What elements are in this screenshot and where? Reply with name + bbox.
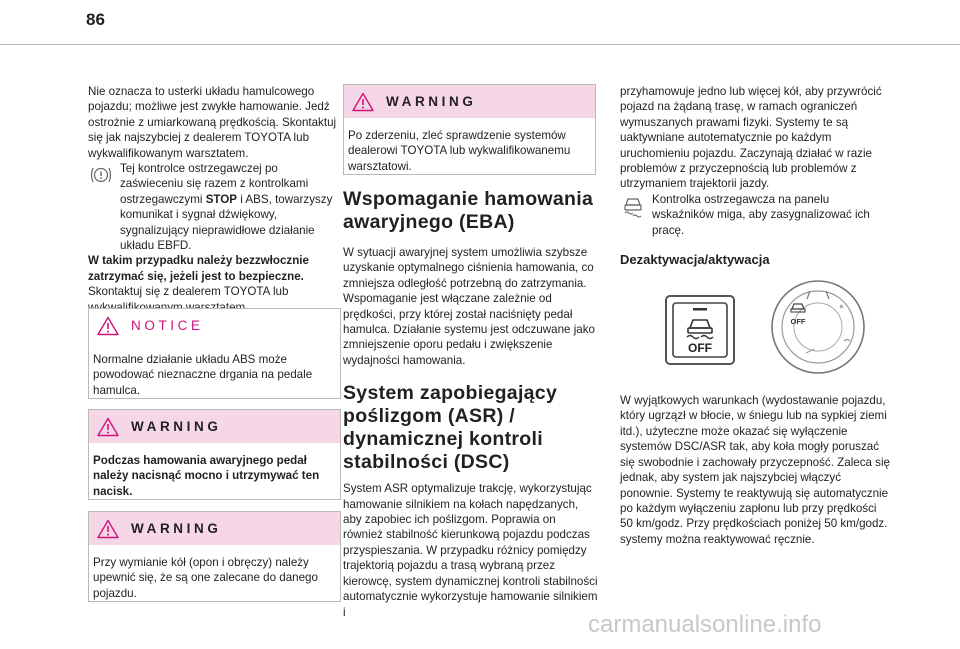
- column-1: [88, 84, 343, 315]
- controls-illustration: [620, 277, 890, 387]
- header-divider: [0, 44, 960, 45]
- page-number: 86: [86, 10, 105, 29]
- warning-triangle-icon: [97, 316, 119, 336]
- warning-label: WARNING: [386, 94, 477, 109]
- paragraph: System ASR optymalizuje trakcję, wykorzystując hamowanie silnikiem na kołach napędzanych, aby zapobiec ich poślizgom. Poprawia on również stabilność kierunkową pojazdu podczas przyspieszania. W przypadku różnicy pomiędzy trajektorią pojazdu a trasą wybraną przez kierowcę, system dynamicznej kontroli stabilności automatycznie wykorzystuje hamowanie silnikiem i: [343, 482, 598, 619]
- warning-header: [344, 85, 595, 118]
- paragraph: Kontrolka ostrzegawcza na panelu wskaźników miga, aby zasygnalizować ich pracę.: [652, 192, 870, 237]
- notice-box: [88, 308, 341, 399]
- paragraph-bold: W takim przypadku należy bezzwłocznie zatrzymać się, jeżeli jest to bezpieczne.: [88, 254, 309, 283]
- dial-off-label: OFF: [790, 317, 806, 327]
- warning-header: [89, 512, 340, 545]
- column-3: [620, 84, 890, 547]
- warning-lamp-paragraph: [88, 161, 343, 253]
- column-2: [343, 188, 598, 620]
- warning-label: WARNING: [131, 521, 222, 536]
- paragraph: Tej kontrolce ostrzegawczej po zaświeceniu się razem z kontrolkami ostrzegawczymi STOP i ABS, towarzyszy komunikat i sygnał dźwiękowy, sygnalizujący nieprawidłowe działanie układu EBFD.: [120, 162, 333, 253]
- section-heading-asr-dsc: System zapobiegający poślizgom (ASR) / dynamicznej kontroli stabilności (DSC): [343, 382, 558, 474]
- section-heading-deactivation: Dezaktywacja/aktywacja: [620, 252, 770, 268]
- warning-triangle-icon: [97, 417, 119, 437]
- paragraph: W wyjątkowych warunkach (wydostawanie pojazdu, który ugrzązł w błocie, w śniegu lub na sypkiej ziemi itd.), użyteczne może okazać się wyłączenie systemów DSC/ASR tak, aby koła mogły poruszać się swobodnie i zachowały przyczepność. Zaleca się jednak, aby system jak najszybciej włączyć ponownie. Systemy te reaktywują się automatycznie po każdym wyłączeniu zapłonu lub przy prędkości 50 km/godz. Przy prędkościach poniżej 50 km/godz. systemy można reaktywować ręcznie.: [620, 394, 891, 546]
- warning-text: Po zderzeniu, zleć sprawdzenie systemów dealerowi TOYOTA lub wykwalifikowanemu warsztatowi.: [348, 129, 571, 173]
- warning-label: WARNING: [131, 419, 222, 434]
- warning-triangle-icon: [97, 519, 119, 539]
- watermark: carmanualsonline.info: [588, 611, 822, 638]
- warning-text: Podczas hamowania awaryjnego pedał należy nacisnąć mocno i utrzymywać ten nacisk.: [93, 454, 320, 498]
- off-label: OFF: [688, 341, 712, 356]
- warning-box: [88, 511, 341, 602]
- notice-header: [89, 309, 340, 342]
- notice-label: NOTICE: [131, 318, 204, 333]
- warning-box: [343, 84, 596, 175]
- dsc-off-button[interactable]: [665, 295, 735, 365]
- drive-mode-dial[interactable]: [770, 279, 866, 375]
- skid-warning-icon: [620, 194, 646, 218]
- dsc-lamp-paragraph: [620, 192, 890, 238]
- paragraph: Skontaktuj się z dealerem TOYOTA lub: [88, 285, 289, 299]
- warning-triangle-icon: [352, 92, 374, 112]
- paragraph: Nie oznacza to usterki układu hamulcowego pojazdu; możliwe jest zwykłe hamowanie. Jedź ostrożnie z umiarkowaną prędkością. Skontaktuj się jak najszybciej z dealerem TOYOTA lub wykwalifikowanym warsztatem.: [88, 85, 337, 160]
- notice-text: Normalne działanie układu ABS może powodować nieznaczne drgania na pedale hamulca.: [93, 353, 313, 397]
- paragraph: przyhamowuje jedno lub więcej kół, aby przywrócić pojazd na żądaną trasę, w ramach ograniczeń wymuszanych prawami fizyki. Systemy te są uaktywniane autotematycznie po każdym uruchomieniu pojazdu. Zaczynają działać w razie problemów z przyczepnością lub problemów z utrzymaniem trajektorii jazdy.: [620, 85, 882, 191]
- paragraph: W sytuacji awaryjnej system umożliwia szybsze uzyskanie optymalnego ciśnienia hamowania, co zmniejsza odległość potrzebną do zatrzymania. Wspomaganie jest włączane zależnie od prędkości, przy której został naciśnięty pedał hamulca. Działanie systemu jest odczuwane jako zmniejszenie oporu pedału i zwiększenie wydajności hamowania.: [343, 246, 595, 367]
- section-heading-eba: Wspomaganie hamowania awaryjnego (EBA): [343, 188, 594, 233]
- warning-box: [88, 409, 341, 500]
- warning-text: Przy wymianie kół (opon i obręczy) należy upewnić się, że są one zalecane do danego pojazdu.: [93, 556, 318, 600]
- warning-header: [89, 410, 340, 443]
- brake-warning-icon: [88, 163, 114, 187]
